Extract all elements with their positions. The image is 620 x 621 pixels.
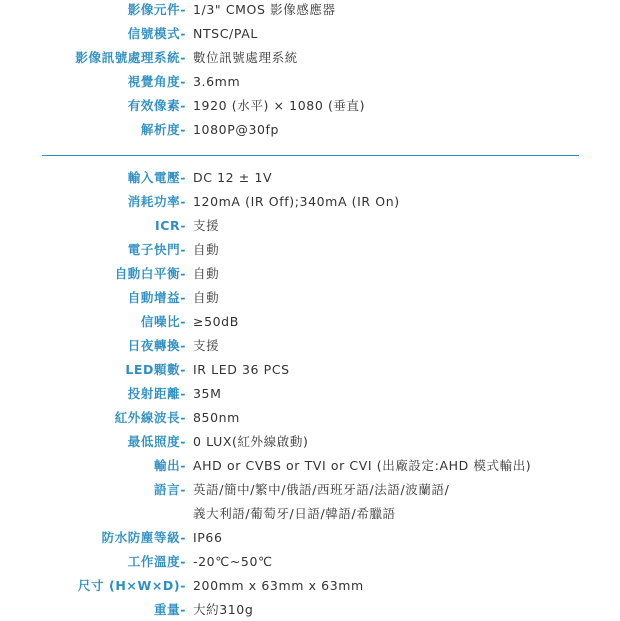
spec-value: 200mm x 63mm x 63mm (193, 578, 364, 593)
spec-row-ir-distance (0, 383, 620, 405)
spec-label: 信號模式- (127, 26, 186, 41)
spec-row-dimensions (0, 575, 620, 597)
spec-value: IP66 (193, 530, 223, 545)
spec-label: 影像元件- (127, 2, 186, 17)
spec-row-white-balance (0, 263, 620, 285)
spec-label: 影像訊號處理系統- (75, 50, 186, 65)
spec-row-power-consumption (0, 191, 620, 213)
spec-value: 英語/簡中/繁中/俄語/西班牙語/法語/波蘭語/ (193, 482, 450, 497)
spec-value: 1/3" CMOS 影像感應器 (193, 2, 336, 17)
spec-value: 數位訊號處理系統 (193, 50, 298, 65)
spec-label: 語言- (154, 482, 186, 497)
spec-value: 35M (193, 386, 222, 401)
spec-value: 自動 (193, 242, 220, 257)
spec-label: 紅外線波長- (114, 410, 186, 425)
spec-row-input-voltage (0, 167, 620, 189)
spec-label: 防水防塵等級- (101, 530, 186, 545)
spec-value: 0 LUX(紅外線啟動) (193, 434, 309, 449)
spec-label: 輸入電壓- (127, 170, 186, 185)
spec-label: 最低照度- (127, 434, 186, 449)
spec-label: 輸出- (154, 458, 186, 473)
spec-value: DC 12 ± 1V (193, 170, 273, 185)
spec-row-snr (0, 311, 620, 333)
spec-label: 電子快門- (127, 242, 186, 257)
spec-value: 1920 (水平) × 1080 (垂直) (193, 98, 366, 113)
spec-value: AHD or CVBS or TVI or CVI (出廠設定:AHD 模式輸出) (193, 458, 532, 473)
spec-label: ICR- (154, 218, 186, 233)
spec-label: LED顆數- (125, 362, 186, 377)
spec-row-language-continued (0, 503, 620, 525)
spec-row-language (0, 479, 620, 501)
spec-value: IR LED 36 PCS (193, 362, 290, 377)
spec-row-auto-gain (0, 287, 620, 309)
spec-value: 850nm (193, 410, 240, 425)
spec-row-signal-processing (0, 47, 620, 69)
section-divider (42, 155, 579, 156)
spec-value: 120mA (IR Off);340mA (IR On) (193, 194, 400, 209)
spec-value: 義大利語/葡萄牙/日語/韓語/希臘語 (193, 506, 396, 521)
spec-row-icr (0, 215, 620, 237)
spec-row-ip-rating (0, 527, 620, 549)
spec-label: 尺寸 (H×W×D)- (77, 578, 186, 593)
spec-row-ir-wavelength (0, 407, 620, 429)
spec-row-effective-pixels (0, 95, 620, 117)
spec-label: 解析度- (140, 122, 186, 137)
spec-label: 有效像素- (127, 98, 186, 113)
spec-row-view-angle (0, 71, 620, 93)
spec-value: ≥50dB (193, 314, 239, 329)
spec-row-image-sensor (0, 0, 620, 21)
spec-row-led-count (0, 359, 620, 381)
spec-value: 自動 (193, 290, 220, 305)
spec-row-output (0, 455, 620, 477)
spec-row-operating-temperature (0, 551, 620, 573)
spec-value: 自動 (193, 266, 220, 281)
spec-row-signal-mode (0, 23, 620, 45)
spec-label: 信噪比- (140, 314, 186, 329)
spec-row-min-illumination (0, 431, 620, 453)
spec-label: 自動白平衡- (114, 266, 186, 281)
spec-label: 投射距離- (127, 386, 186, 401)
spec-value: -20℃~50℃ (193, 554, 273, 569)
spec-label: 視覺角度- (127, 74, 186, 89)
spec-value: 支援 (193, 218, 220, 233)
spec-value: NTSC/PAL (193, 26, 258, 41)
spec-label: 重量- (154, 602, 186, 617)
spec-label: 工作溫度- (127, 554, 186, 569)
spec-row-day-night (0, 335, 620, 357)
spec-value: 大約310g (193, 602, 254, 617)
spec-label: 日夜轉換- (127, 338, 186, 353)
spec-label: 自動增益- (127, 290, 186, 305)
spec-row-electronic-shutter (0, 239, 620, 261)
spec-row-weight (0, 599, 620, 621)
spec-value: 1080P@30fp (193, 122, 280, 137)
spec-label: 消耗功率- (127, 194, 186, 209)
spec-row-resolution (0, 119, 620, 141)
spec-value: 支援 (193, 338, 220, 353)
spec-value: 3.6mm (193, 74, 241, 89)
